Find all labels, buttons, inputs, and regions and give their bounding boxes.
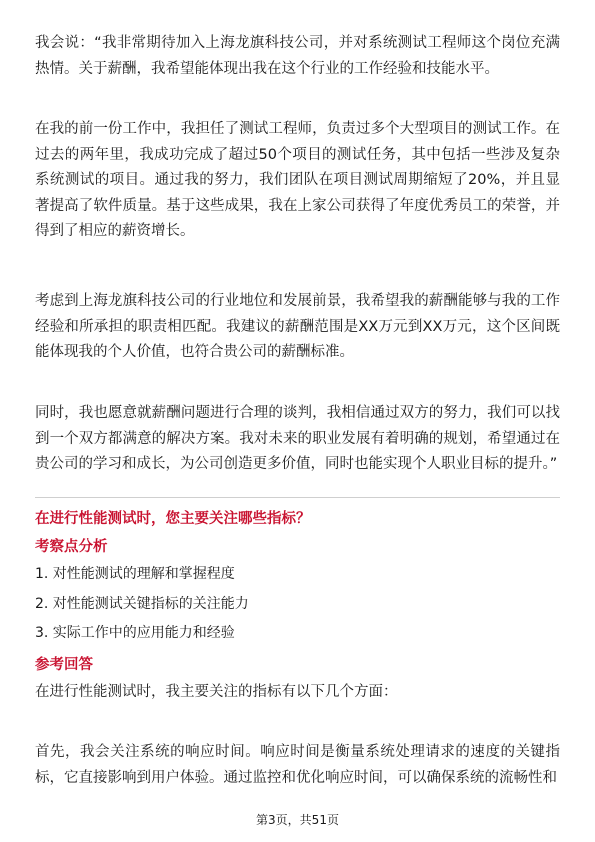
analysis-point: 1. 对性能测试的理解和掌握程度 xyxy=(35,566,235,582)
paragraph-intro: 我会说：“我非常期待加入上海龙旗科技公司，并对系统测试工程师这个岗位充满热情。关于薪酬，我希望能体现出我在这个行业的工作经验和技能水平。 xyxy=(35,35,560,77)
question-heading: 在进行性能测试时，您主要关注哪些指标？ xyxy=(35,511,311,527)
analysis-point: 2. 对性能测试关键指标的关注能力 xyxy=(35,596,249,612)
answer-paragraph: 首先，我会关注系统的响应时间。响应时间是衡量系统处理请求的速度的关键指标，它直接影响到用户体验。通过监控和优化响应时间，可以确保系统的流畅性和 xyxy=(35,744,560,786)
paragraph-experience: 在我的前一份工作中，我担任了测试工程师，负责过多个大型项目的测试工作。在过去的两年里，我成功完成了超过50个项目的测试任务，其中包括一些涉及复杂系统测试的项目。通过我的努力，我们团队在项目测试周期缩短了20%，并且显著提高了软件质量。基于这些成果，我在上家公司获得了年度优秀员工的荣誉，并得到了相应的薪资增长。 xyxy=(35,121,560,239)
analysis-title: 考察点分析 xyxy=(35,539,108,555)
paragraph-negotiation: 同时，我也愿意就薪酬问题进行合理的谈判，我相信通过双方的努力，我们可以找到一个双方都满意的解决方案。我对未来的职业发展有着明确的规划，希望通过在贵公司的学习和成长，为公司创造更多价值，同时也能实现个人职业目标的提升。” xyxy=(35,405,560,472)
page-number: 第3页，共51页 xyxy=(256,813,339,827)
section-divider xyxy=(35,497,560,498)
answer-title: 参考回答 xyxy=(35,657,93,673)
paragraph-salary-expectation: 考虑到上海龙旗科技公司的行业地位和发展前景，我希望我的薪酬能够与我的工作经验和所承担的职责相匹配。我建议的薪酬范围是XX万元到XX万元，这个区间既能体现我的个人价值，也符合贵公司的薪酬标准。 xyxy=(35,293,560,360)
answer-paragraph: 在进行性能测试时，我主要关注的指标有以下几个方面： xyxy=(35,684,398,700)
analysis-point: 3. 实际工作中的应用能力和经验 xyxy=(35,625,235,641)
